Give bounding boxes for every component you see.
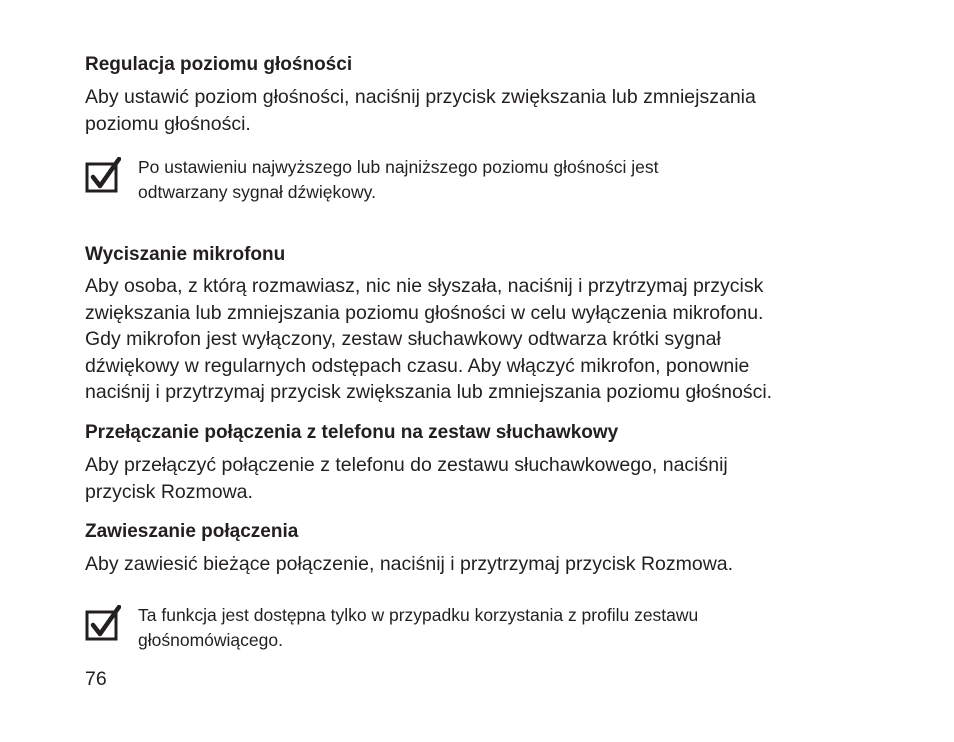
body-line: Aby ustawić poziom głośności, naciśnij przycisk zwiększania lub zmniejszania [85,86,756,108]
section-body-transfer [85,452,875,505]
note-line: Ta funkcja jest dostępna tylko w przypadku korzystania z profilu zestawu [138,605,699,625]
section-body-mute [85,273,875,406]
body-line: Aby osoba, z którą rozmawiasz, nic nie słyszała, naciśnij i przytrzymaj przycisk [85,275,764,297]
note-line: głośnomówiącego. [138,630,283,650]
checkmark-note-icon [85,157,121,193]
body-line: zwiększania lub zmniejszania poziomu głośności w celu wyłączenia mikrofonu. [85,301,764,324]
body-line: naciśnij i przytrzymaj przycisk zwiększania lub zmniejszania poziomu głośności. [85,381,773,403]
body-line: przycisk Rozmowa. [85,480,253,503]
note-line: Po ustawieniu najwyższego lub najniższego poziomu głośności jest [138,157,659,177]
body-line: Aby zawiesić bieżące połączenie, naciśnij i przytrzymaj przycisk Rozmowa. [85,553,734,575]
body-line: poziomu głośności. [85,112,251,135]
note-line: odtwarzany sygnał dźwiękowy. [138,182,376,202]
body-line: dźwiękowy w regularnych odstępach czasu. Aby włączyć mikrofon, ponownie [85,354,750,377]
section-heading-mute: Wyciszanie mikrofonu [85,244,286,265]
checkmark-note-icon [85,605,121,641]
section-heading-volume: Regulacja poziomu głośności [85,54,353,75]
manual-page [85,0,875,742]
note-hands-free [85,603,875,653]
note-text [138,603,698,653]
body-line: Aby przełączyć połączenie z telefonu do zestawu słuchawkowego, naciśnij [85,454,728,476]
note-volume [85,155,875,205]
section-heading-transfer: Przełączanie połączenia z telefonu na zestaw słuchawkowy [85,422,619,443]
note-text [138,155,658,205]
page-number: 76 [85,668,107,690]
section-body-volume [85,84,875,137]
body-line: Gdy mikrofon jest wyłączony, zestaw słuchawkowy odtwarza krótki sygnał [85,328,721,350]
section-body-hold [85,551,875,578]
section-heading-hold: Zawieszanie połączenia [85,521,299,542]
